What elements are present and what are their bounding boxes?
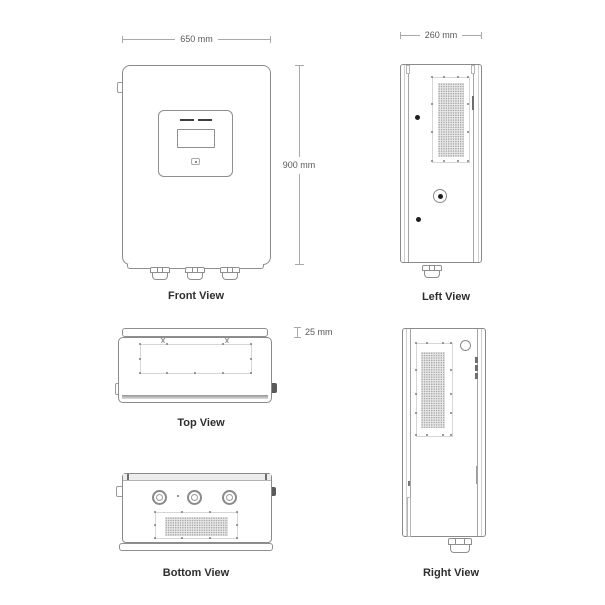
panel-button-dot	[195, 161, 197, 163]
screw-dot	[426, 342, 428, 344]
lcd-screen	[177, 129, 215, 148]
bracket-slot	[407, 497, 411, 537]
dimension-front-height	[279, 65, 319, 265]
pilot-hole	[177, 495, 179, 497]
screw-dot	[426, 434, 428, 436]
vent-mesh	[165, 517, 228, 536]
screw-dot	[450, 369, 452, 371]
screw-dot	[139, 372, 141, 374]
gland-nut	[220, 267, 240, 273]
top-view-label: Top View	[177, 417, 225, 429]
gland-cap	[450, 545, 470, 553]
screw-dot	[250, 372, 252, 374]
dimension-line	[462, 35, 481, 36]
left-view-label: Left View	[421, 291, 471, 303]
gland-opening	[152, 490, 167, 505]
gland-opening	[187, 490, 202, 505]
flange-edge-line	[478, 65, 479, 262]
flange-inner-line	[473, 65, 474, 262]
screw-dot	[467, 160, 469, 162]
bottom-view-label: Bottom View	[162, 567, 230, 579]
dimension-tick	[295, 264, 304, 265]
screw-dot	[443, 160, 445, 162]
dimension-front-width-text: 650 mm	[180, 34, 213, 44]
dimension-front-width	[122, 35, 271, 44]
gland-cap	[152, 273, 168, 280]
gland-nut	[185, 267, 205, 273]
cable-gland	[422, 265, 442, 278]
vent-mesh	[421, 352, 445, 428]
screw-dot	[442, 342, 444, 344]
gland-opening-inner	[191, 494, 198, 501]
screw-dot	[450, 393, 452, 395]
edge-tick	[408, 481, 410, 486]
cable-gland	[448, 538, 472, 553]
screw-dot	[154, 511, 156, 513]
screw-dot	[236, 537, 238, 539]
status-led-right	[198, 119, 212, 121]
screw-dot	[181, 537, 183, 539]
mounting-hole	[415, 115, 420, 120]
flange-edge-line	[404, 65, 405, 262]
dimension-line	[218, 39, 270, 40]
hinge-mark	[475, 357, 478, 363]
edge-tick	[265, 474, 267, 480]
gland-nut	[422, 265, 442, 271]
cable-gland	[220, 267, 240, 280]
screw-dot	[181, 511, 183, 513]
screw-dot	[250, 358, 252, 360]
screw-dot	[236, 511, 238, 513]
screw-dot	[457, 76, 459, 78]
mounting-bracket-bar	[119, 543, 273, 551]
dimension-front-height-text: 900 mm	[282, 159, 316, 170]
dimension-depth-text: 260 mm	[424, 30, 458, 40]
side-port-dot	[438, 194, 443, 199]
panel-button-icon	[191, 158, 200, 165]
dimension-depth	[400, 31, 482, 40]
screw-dot	[450, 434, 452, 436]
gland-cap	[222, 273, 238, 280]
screw-dot	[431, 131, 433, 133]
screw-dot	[415, 393, 417, 395]
status-led-left	[180, 119, 194, 121]
vent-mesh	[438, 83, 464, 157]
screw-dot	[222, 372, 224, 374]
screw-dot	[415, 369, 417, 371]
screw-dot	[443, 76, 445, 78]
dimension-line	[123, 39, 175, 40]
side-port-ring	[460, 340, 471, 351]
screw-dot	[450, 342, 452, 344]
screw-dot	[431, 103, 433, 105]
bracket-hook	[222, 337, 232, 343]
right-view-label: Right View	[422, 567, 480, 579]
hinge-mark	[472, 96, 474, 110]
screw-dot	[236, 524, 238, 526]
mounting-bracket-bar	[122, 328, 268, 337]
screw-dot	[415, 342, 417, 344]
front-view-label: Front View	[167, 290, 225, 302]
screw-dot	[166, 372, 168, 374]
bottom-view-front-edge	[123, 474, 271, 481]
flange-inner-line	[408, 65, 409, 262]
screw-dot	[467, 103, 469, 105]
gland-cap	[424, 271, 440, 278]
screw-dot	[154, 537, 156, 539]
screw-dot	[415, 434, 417, 436]
screw-dot	[442, 434, 444, 436]
hinge-mark	[475, 373, 478, 379]
flange-edge-line	[481, 329, 482, 536]
dimension-line	[299, 66, 300, 157]
screw-dot	[222, 343, 224, 345]
screw-dot	[431, 76, 433, 78]
screw-dot	[467, 131, 469, 133]
screw-dot	[450, 412, 452, 414]
edge-tick	[127, 474, 129, 480]
screw-dot	[194, 372, 196, 374]
screw-dot	[209, 511, 211, 513]
top-view-front-edge	[122, 395, 268, 399]
gland-nut	[448, 538, 472, 545]
mounting-hole	[416, 217, 421, 222]
screw-dot	[209, 537, 211, 539]
dimension-line	[401, 35, 420, 36]
dimension-bracket-text: 25 mm	[305, 327, 333, 337]
screw-dot	[139, 358, 141, 360]
gland-opening-inner	[156, 494, 163, 501]
screw-dot	[250, 343, 252, 345]
bracket-notch	[406, 65, 410, 74]
screw-dot	[154, 524, 156, 526]
screw-dot	[139, 343, 141, 345]
dimension-bracket-ibeam	[294, 327, 301, 338]
hinge-mark	[475, 365, 478, 371]
bracket-notch	[471, 65, 475, 74]
gland-cap	[187, 273, 203, 280]
screw-dot	[431, 160, 433, 162]
screw-dot	[467, 76, 469, 78]
cable-gland	[185, 267, 205, 280]
dimension-tick	[481, 32, 482, 39]
gland-opening	[222, 490, 237, 505]
dimension-line	[299, 174, 300, 265]
cable-gland	[150, 267, 170, 280]
gland-opening-inner	[226, 494, 233, 501]
dimension-tick	[270, 36, 271, 43]
screw-dot	[166, 343, 168, 345]
seam-line	[476, 466, 477, 484]
gland-nut	[150, 267, 170, 273]
screw-dot	[415, 412, 417, 414]
screw-dot	[457, 160, 459, 162]
bracket-footprint	[140, 344, 252, 374]
